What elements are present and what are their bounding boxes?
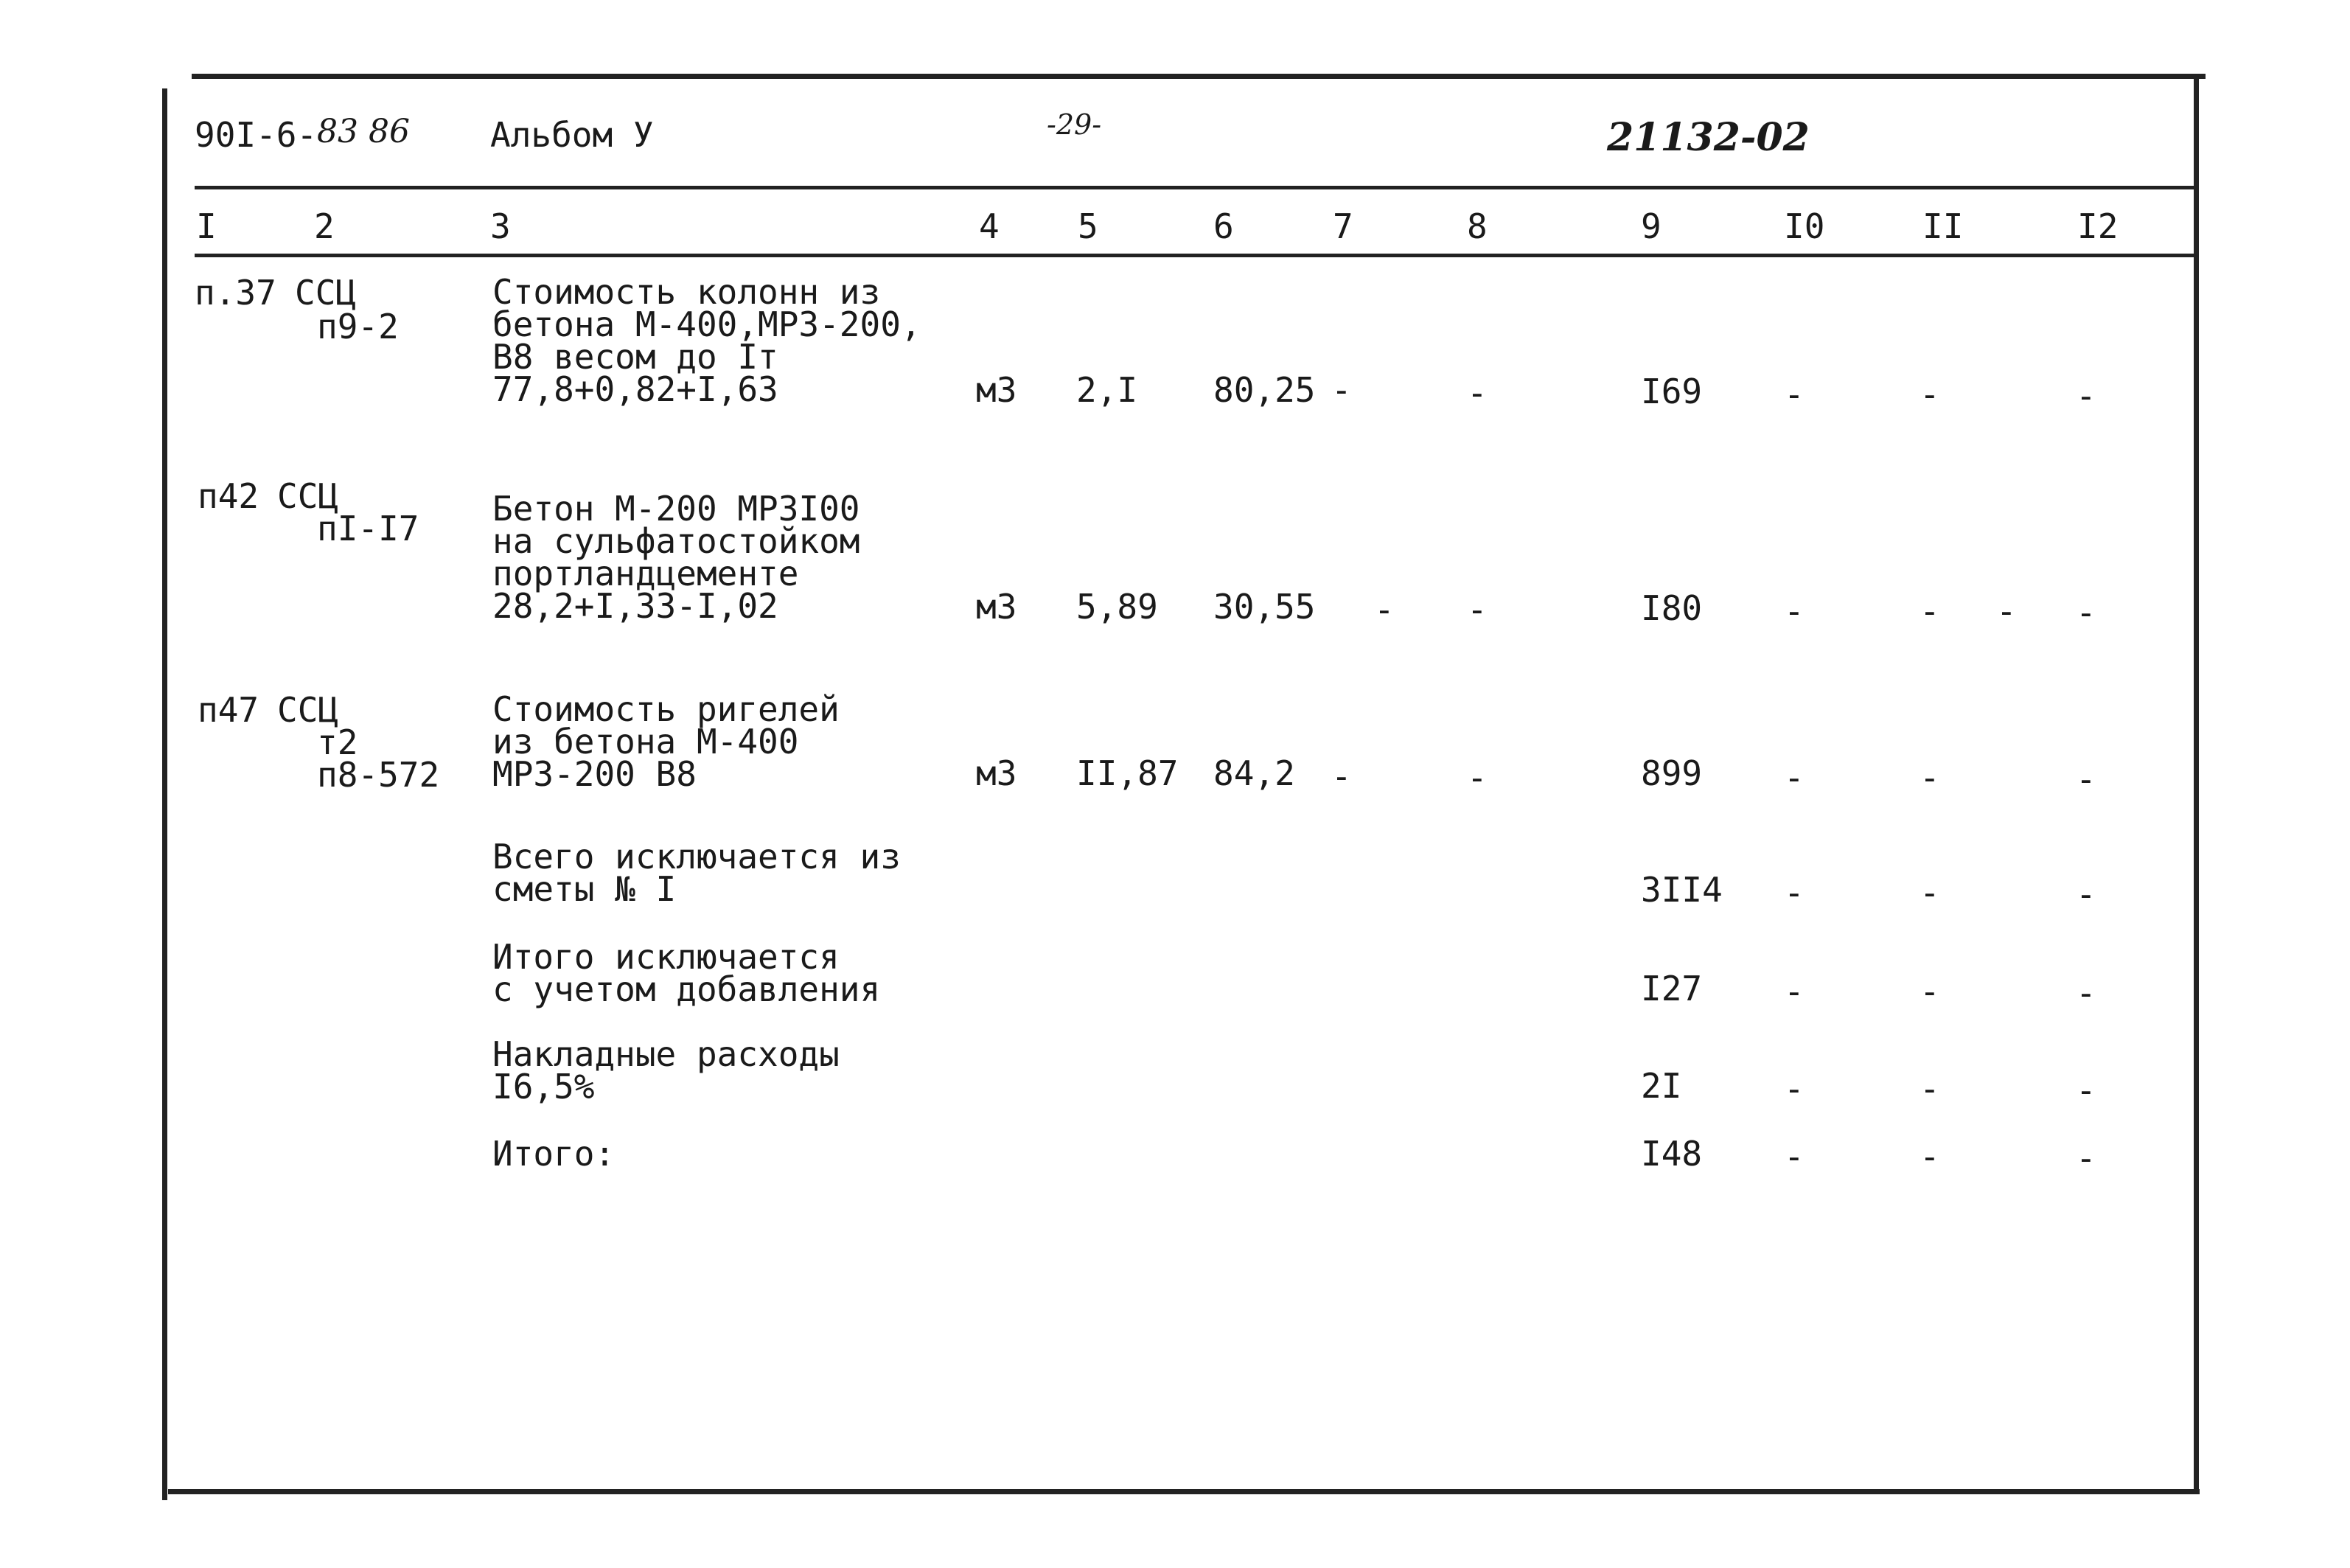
- row1-col7: -: [1331, 370, 1352, 410]
- row1-item: п.37: [195, 273, 276, 313]
- grand-total-col9: I48: [1641, 1134, 1703, 1174]
- row3-quantity: II,87: [1076, 753, 1179, 793]
- row1-description: Стоимость колонн из бетона М-400,МРЗ-200, В8 весом до Iт 77,8+0,82+I,63: [492, 272, 921, 409]
- total-excluded-label: Всего исключается из сметы № I: [492, 837, 901, 909]
- overhead-col12: -: [2076, 1070, 2096, 1110]
- column-header-12: I2: [2077, 206, 2119, 246]
- total-excluded-col11: -: [1920, 873, 1940, 913]
- row2-source: ССЦ: [277, 476, 339, 516]
- row1-source: ССЦ: [295, 273, 357, 313]
- row2-code: пI-I7: [317, 509, 419, 548]
- column-header-4: 4: [979, 206, 1000, 246]
- overhead-col10: -: [1784, 1069, 1805, 1109]
- overhead-col11: -: [1920, 1069, 1940, 1109]
- album-title: Альбом У: [490, 115, 654, 155]
- row1-quantity: 2,I: [1076, 370, 1138, 410]
- row3-source: ССЦ: [277, 690, 339, 730]
- row2-col11: -: [1920, 591, 1940, 631]
- column-header-3: 3: [490, 206, 511, 246]
- grand-total-label: Итого:: [492, 1134, 616, 1174]
- row3-code-line1: т2: [317, 722, 358, 762]
- row3-item: п47: [198, 690, 259, 730]
- row2-quantity: 5,89: [1076, 587, 1158, 627]
- column-header-6: 6: [1213, 206, 1234, 246]
- grand-total-col11: -: [1920, 1137, 1940, 1177]
- row2-description: Бетон М-200 МРЗI00 на сульфатостойком портландцементе 28,2+I,33-I,02: [492, 489, 860, 626]
- total-excluded-col10: -: [1784, 873, 1805, 913]
- row3-col11: -: [1920, 758, 1940, 798]
- row1-col8: -: [1467, 373, 1488, 413]
- row1-col12: -: [2076, 376, 2096, 416]
- grand-total-col12: -: [2076, 1138, 2096, 1178]
- subtotal-with-additions-col10: -: [1784, 972, 1805, 1011]
- subtotal-with-additions-col9: I27: [1641, 969, 1703, 1008]
- row2-col7: -: [1374, 590, 1395, 630]
- row3-col7: -: [1331, 756, 1352, 796]
- row2-col11-extra: -: [1996, 591, 2017, 631]
- subtotal-with-additions-col11: -: [1920, 972, 1940, 1011]
- column-header-9: 9: [1641, 206, 1662, 246]
- row1-col11: -: [1920, 374, 1940, 414]
- total-excluded-col9: 3II4: [1641, 870, 1723, 910]
- row2-col9: I80: [1641, 588, 1703, 628]
- row3-col8: -: [1467, 758, 1488, 798]
- row3-col9: 899: [1641, 753, 1703, 793]
- row3-col12: -: [2076, 759, 2096, 799]
- row3-unit: м3: [976, 753, 1017, 793]
- column-header-11: II: [1922, 206, 1964, 246]
- column-header-7: 7: [1333, 206, 1353, 246]
- frame-top-border: [192, 74, 2206, 79]
- row3-col10: -: [1784, 758, 1805, 798]
- frame-bottom-border: [168, 1489, 2200, 1494]
- album-code: 90I-6-: [195, 115, 318, 155]
- row1-code: п9-2: [317, 307, 399, 346]
- frame-right-border: [2194, 74, 2199, 1493]
- row2-col10: -: [1784, 591, 1805, 631]
- row1-price: 80,25: [1213, 370, 1316, 410]
- column-header-divider: [195, 254, 2195, 257]
- row3-price: 84,2: [1213, 753, 1295, 793]
- total-excluded-col12: -: [2076, 874, 2096, 914]
- grand-total-col10: -: [1784, 1137, 1805, 1177]
- row1-col9: I69: [1641, 372, 1703, 411]
- row2-col12: -: [2076, 593, 2096, 633]
- subtotal-with-additions-label: Итого исключается с учетом добавления: [492, 937, 881, 1009]
- column-header-8: 8: [1467, 206, 1488, 246]
- column-header-1: I: [196, 206, 217, 246]
- page-number: -29-: [1047, 108, 1102, 141]
- subtotal-with-additions-col12: -: [2076, 973, 2096, 1013]
- album-code-handwritten: 83 86: [317, 113, 410, 150]
- row2-unit: м3: [976, 587, 1017, 627]
- frame-left-border: [162, 88, 167, 1500]
- document-number: 21132-02: [1607, 115, 1810, 160]
- overhead-label: Накладные расходы I6,5%: [492, 1034, 840, 1107]
- overhead-col9: 2I: [1641, 1066, 1682, 1106]
- row2-price: 30,55: [1213, 587, 1316, 627]
- row2-col8: -: [1467, 590, 1488, 630]
- row3-code: п8-572: [317, 755, 440, 795]
- header-divider: [195, 186, 2195, 189]
- row1-unit: м3: [976, 370, 1017, 410]
- row3-description: Стоимость ригелей из бетона М-400 МРЗ-200 В8: [492, 689, 840, 794]
- column-header-2: 2: [314, 206, 335, 246]
- row2-item: п42: [198, 476, 259, 516]
- column-header-5: 5: [1078, 206, 1098, 246]
- row1-col10: -: [1784, 374, 1805, 414]
- column-header-10: I0: [1784, 206, 1825, 246]
